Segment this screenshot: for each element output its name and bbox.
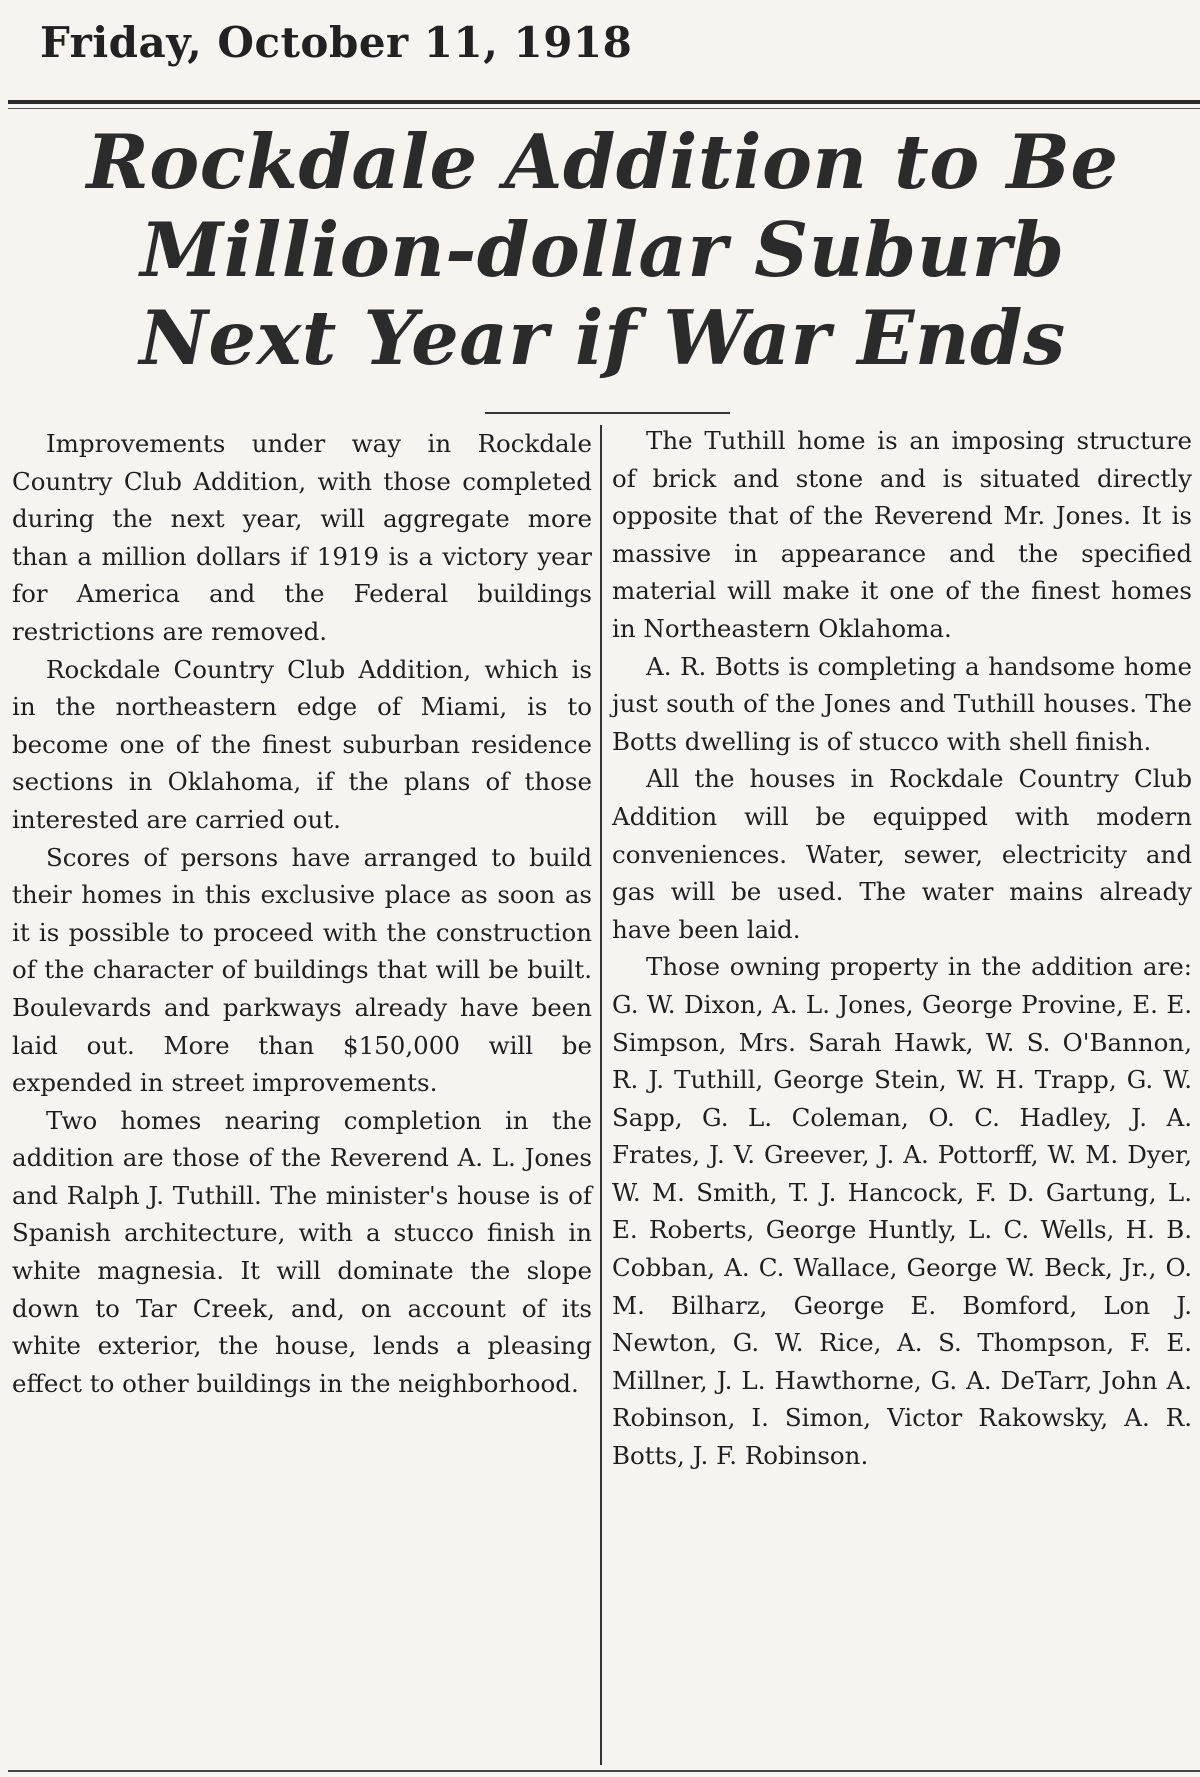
paragraph: All the houses in Rockdale Country Club Addition will be equipped with modern conveniences. Water, sewer, electricity and gas will be used. The water mains already have been laid. bbox=[612, 764, 1192, 944]
headline bbox=[10, 118, 1195, 382]
headline-rule bbox=[485, 412, 730, 414]
bottom-rule bbox=[8, 1770, 1200, 1772]
column-divider bbox=[600, 425, 602, 1765]
paragraph: Those owning property in the addition are: G. W. Dixon, A. L. Jones, George Provine, E. E. Simpson, Mrs. Sarah Hawk, W. S. O'Bannon, R. J. Tuthill, George Stein, W. H. Trapp, G. W. Sapp, G. L. Coleman, O. C. Hadley, J. A. Frates, J. V. Greever, J. A. Pottorff, W. M. Dyer, W. M. Smith, T. J. Hancock, F. D. Gartung, L. E. Roberts, George Huntly, L. C. Wells, H. B. Cobban, A. C. Wallace, George W. Beck, Jr., O. M. Bilharz, George E. Bomford, Lon J. Newton, G. W. Rice, A. S. Thompson, F. E. Millner, J. L. Hawthorne, G. A. DeTarr, John A. Robinson, I. Simon, Victor Rakowsky, A. R. Botts, J. F. Robinson. bbox=[612, 952, 1192, 1471]
article-column-left bbox=[12, 425, 592, 1402]
paragraph: Improvements under way in Rockdale Country Club Addition, with those completed during the next year, will aggregate more than a million dollars if 1919 is a victory year for America and the Federal buildings restrictions are removed. bbox=[12, 429, 592, 646]
top-rule bbox=[8, 100, 1200, 104]
paragraph: The Tuthill home is an imposing structure of brick and stone and is situated directly opposite that of the Reverend Mr. Jones. It is massive in appearance and the specified material will make it one of the finest homes in Northeastern Oklahoma. bbox=[612, 426, 1192, 643]
dateline: Friday, October 11, 1918 bbox=[40, 18, 633, 67]
paragraph: A. R. Botts is completing a handsome home just south of the Jones and Tuthill houses. The Botts dwelling is of stucco with shell finish. bbox=[612, 651, 1192, 756]
article-column-right bbox=[612, 422, 1192, 1475]
top-rule-thin bbox=[8, 108, 1200, 109]
paragraph: Two homes nearing completion in the addition are those of the Reverend A. L. Jones and Ralph J. Tuthill. The minister's house is of Spanish architecture, with a stucco finish in white magnesia. It will dominate the slope down to Tar Creek, and, on account of its white exterior, the house, lends a pleasing effect to other buildings in the neighborhood. bbox=[12, 1105, 592, 1398]
paragraph: Rockdale Country Club Addition, which is in the northeastern edge of Miami, is to become one of the finest suburban residence sections in Oklahoma, if the plans of those interested are carried out. bbox=[12, 654, 592, 834]
headline-line-1: Rockdale Addition to Be bbox=[86, 118, 1119, 206]
paragraph: Scores of persons have arranged to build their homes in this exclusive place as soon as it is possible to proceed with the construction of the character of buildings that will be built. Boulevards and parkways already have been laid out. More than $150,000 will be expended in street improvements. bbox=[12, 842, 592, 1098]
headline-line-3: Next Year if War Ends bbox=[139, 294, 1066, 382]
headline-line-2: Million-dollar Suburb bbox=[140, 206, 1065, 294]
